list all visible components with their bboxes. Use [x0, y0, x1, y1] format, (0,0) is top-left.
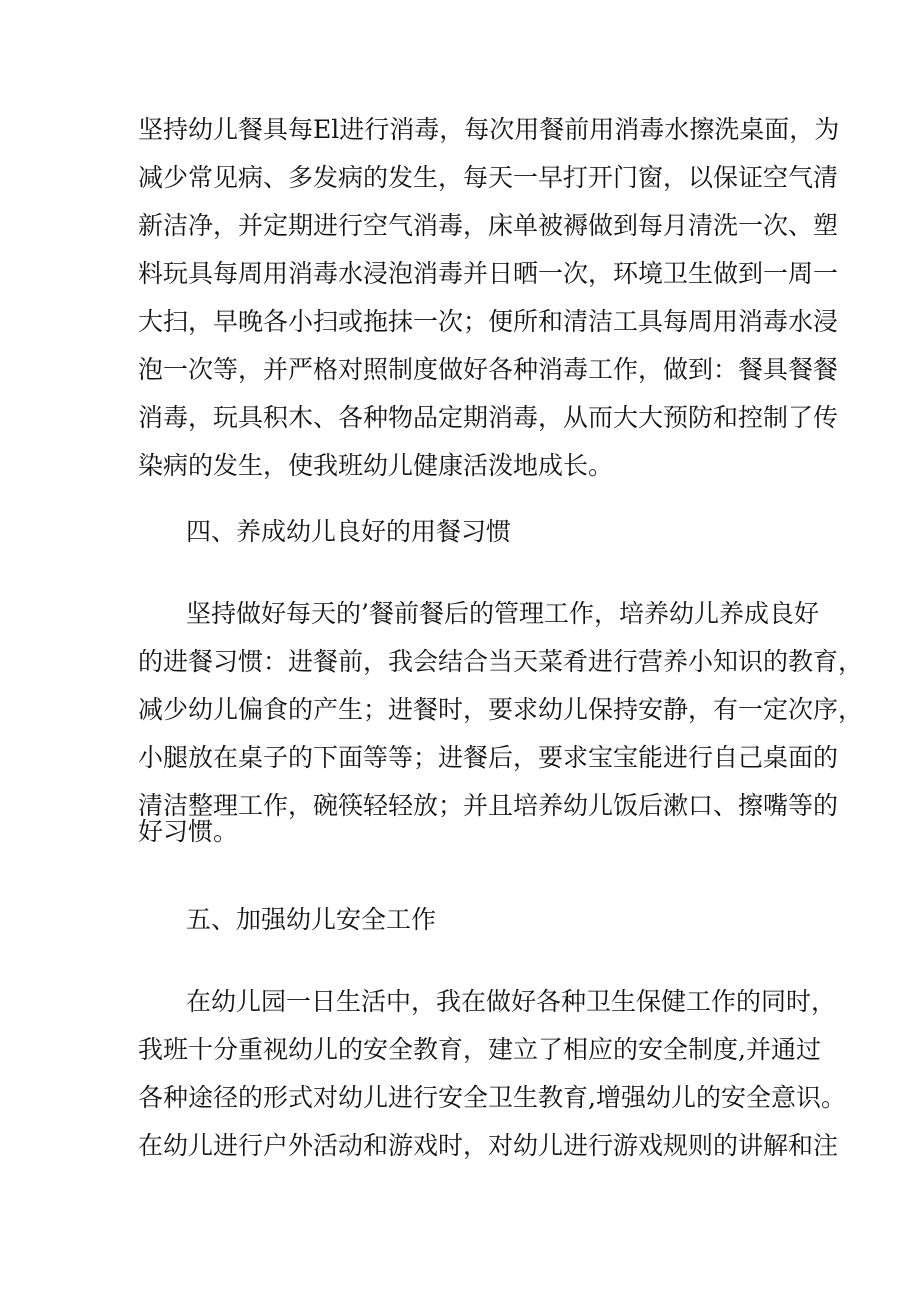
- section-heading: 五、加强幼儿安全工作: [186, 905, 437, 934]
- paragraph-line: 坚持做好每天的’餐前餐后的管理工作，培养幼儿养成良好: [186, 599, 819, 628]
- paragraph-line: 减少幼儿偏食的产生；进餐时，要求幼儿保持安静，有一定次序，: [138, 695, 864, 724]
- paragraph-line: 消毒，玩具积木、各种物品定期消毒，从而大大预防和控制了传: [138, 403, 839, 432]
- paragraph-line: 好习惯。: [138, 817, 239, 846]
- paragraph-line: 新洁净，并定期进行空气消毒，床单被褥做到每月清洗一次、塑: [138, 211, 839, 240]
- paragraph-line: 我班十分重视幼儿的安全教育，建立了相应的安全制度,并通过: [138, 1035, 821, 1064]
- paragraph-line: 各种途径的形式对幼儿进行安全卫生教育,增强幼儿的安全意识。: [138, 1083, 846, 1112]
- paragraph-line: 小腿放在桌子的下面等等；进餐后，要求宝宝能进行自己桌面的: [138, 743, 839, 772]
- paragraph-line: 清洁整理工作，碗筷轻轻放；并且培养幼儿饭后漱口、擦嘴等的: [138, 791, 839, 820]
- paragraph-line: 料玩具每周用消毒水浸泡消毒并日晒一次，环境卫生做到一周一: [138, 259, 839, 288]
- paragraph-line: 坚持幼儿餐具每El进行消毒，每次用餐前用消毒水擦洗桌面，为: [138, 115, 840, 144]
- paragraph-line: 减少常见病、多发病的发生，每天一早打开门窗，以保证空气清: [138, 163, 839, 192]
- paragraph-line: 在幼儿园一日生活中，我在做好各种卫生保健工作的同时，: [186, 987, 837, 1016]
- paragraph-line: 大扫，早晚各小扫或拖抹一次；便所和清洁工具每周用消毒水浸: [138, 307, 839, 336]
- paragraph-line: 在幼儿进行户外活动和游戏时，对幼儿进行游戏规则的讲解和注: [138, 1131, 839, 1160]
- paragraph-line: 染病的发生，使我班幼儿健康活泼地成长。: [138, 451, 614, 480]
- paragraph-line: 泡一次等，并严格对照制度做好各种消毒工作，做到：餐具餐餐: [138, 355, 839, 384]
- paragraph-line: 的进餐习惯：进餐前，我会结合当天菜肴进行营养小知识的教育，: [138, 647, 864, 676]
- section-heading: 四、养成幼儿良好的用餐习惯: [186, 517, 512, 546]
